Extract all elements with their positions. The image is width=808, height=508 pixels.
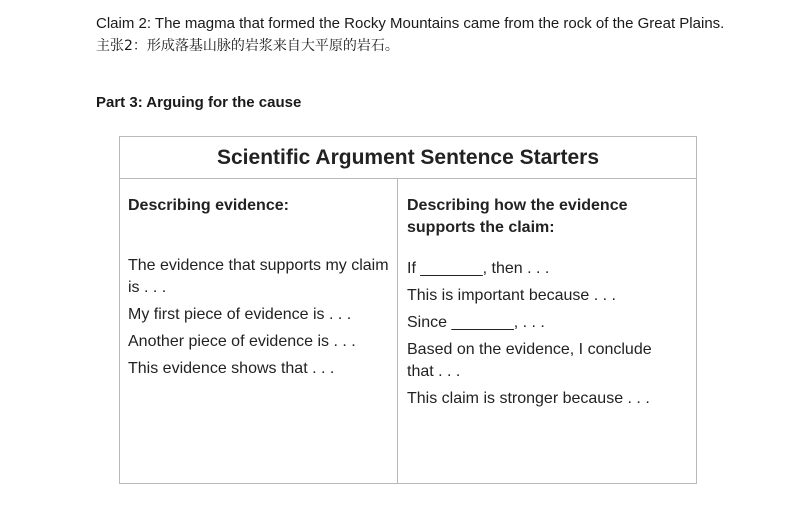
- left-item: My first piece of evidence is . . .: [128, 306, 352, 323]
- right-item: Based on the evidence, I conclude that . . .: [407, 341, 652, 380]
- left-column-heading: Describing evidence:: [128, 197, 289, 214]
- claim-chinese: 主张2：形成落基山脉的岩浆来自大平原的岩石。: [96, 38, 399, 54]
- section-heading: Part 3: Arguing for the cause: [96, 94, 302, 111]
- left-item: Another piece of evidence is . . .: [128, 333, 356, 350]
- left-item: This evidence shows that . . .: [128, 360, 335, 377]
- right-item: This claim is stronger because . . .: [407, 390, 650, 407]
- right-item: If _______, then . . .: [407, 260, 550, 277]
- right-item: Since _______, . . .: [407, 314, 545, 331]
- left-column: [128, 179, 390, 385]
- right-column-list: [407, 258, 682, 410]
- column-divider: [397, 179, 398, 484]
- left-column-list: [128, 255, 390, 380]
- claim-english: Claim 2: The magma that formed the Rocky Mountains came from the rock of the Great Plains.: [96, 15, 725, 32]
- card-title: Scientific Argument Sentence Starters: [120, 137, 696, 179]
- right-item: This is important because . . .: [407, 287, 616, 304]
- right-column-heading: Describing how the evidence supports the claim:: [407, 197, 628, 236]
- sentence-starters-card: [119, 136, 697, 484]
- left-item: The evidence that supports my claim is . . .: [128, 257, 389, 296]
- right-column: [407, 179, 682, 415]
